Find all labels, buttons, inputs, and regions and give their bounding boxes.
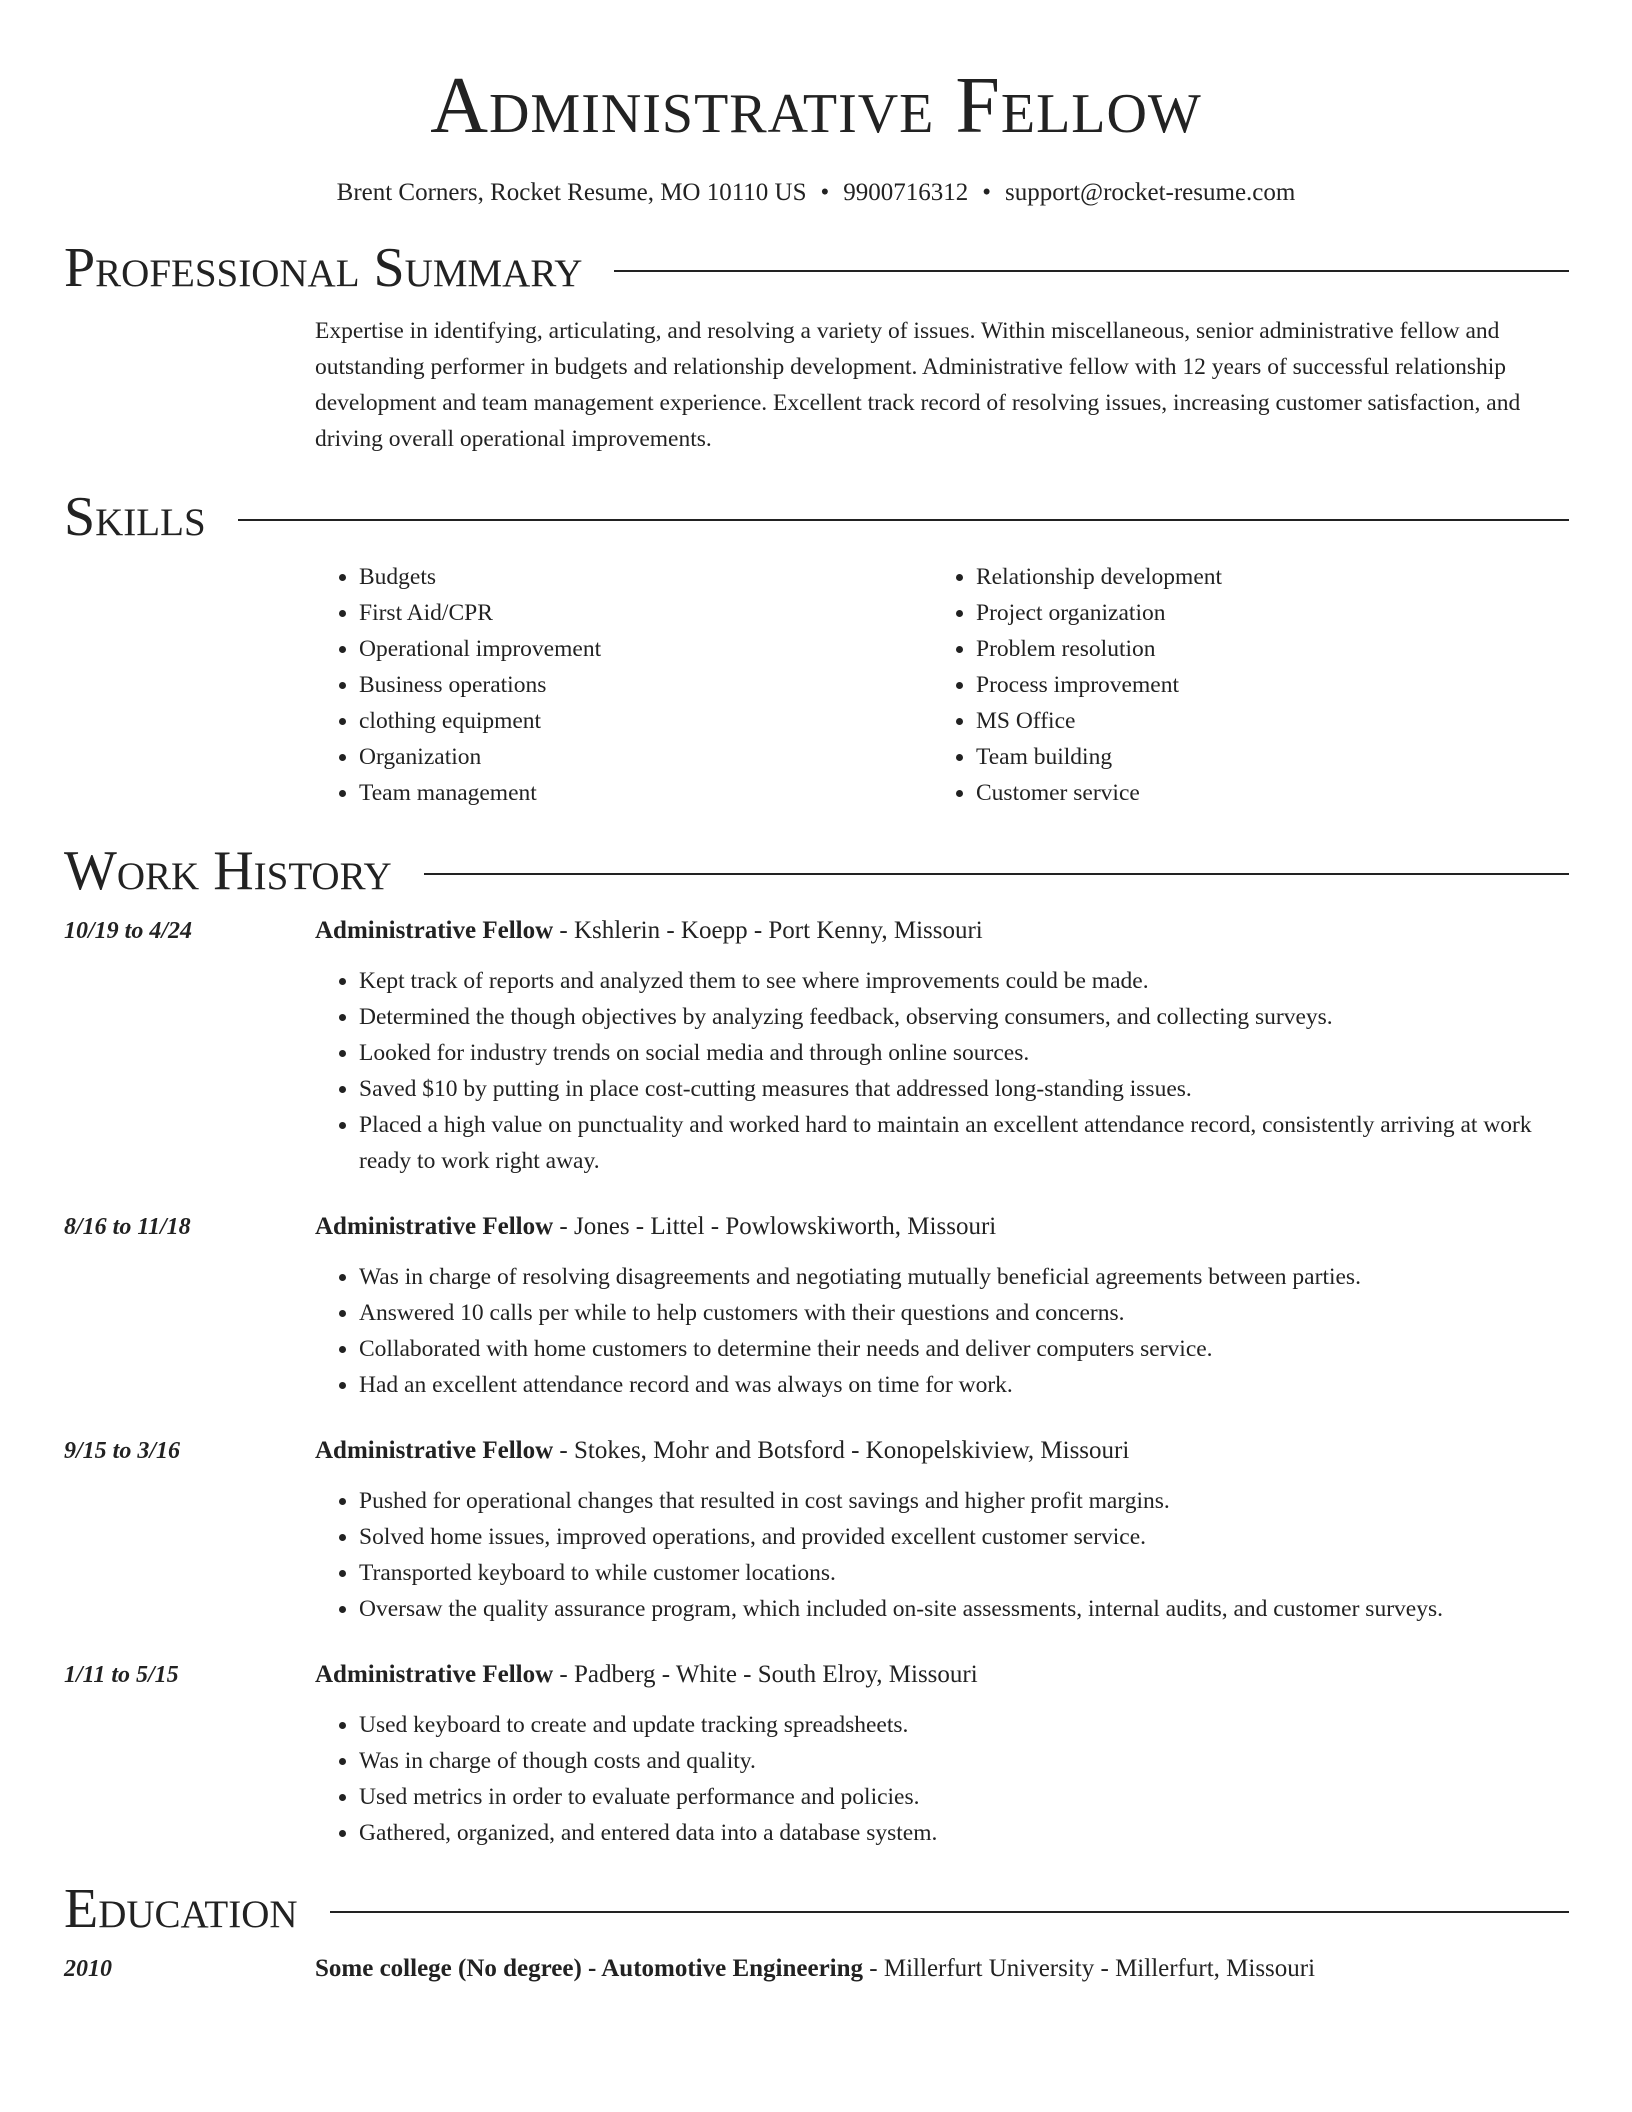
skill-item: • clothing equipment xyxy=(359,703,932,739)
job-main xyxy=(315,1433,1569,1627)
job-bullets xyxy=(315,1259,1569,1403)
education-header xyxy=(64,1879,1569,1939)
job-entry xyxy=(64,1209,1569,1403)
job-bullet: • Looked for industry trends on social media and through online sources. xyxy=(359,1035,1569,1071)
job-bullets xyxy=(315,1483,1569,1627)
work-history-header xyxy=(64,841,1569,901)
job-bullet: • Had an excellent attendance record and was always on time for work. xyxy=(359,1367,1569,1403)
job-bullet: • Kept track of reports and analyzed them to see where improvements could be made. xyxy=(359,963,1569,999)
section-heading: Work History xyxy=(64,840,392,902)
summary-section xyxy=(64,238,1569,457)
work-history-section xyxy=(64,841,1569,1851)
section-divider xyxy=(330,1911,1569,1913)
education-degree: Some college (No degree) - Automotive Engineering xyxy=(315,1955,864,1982)
job-bullet: • Placed a high value on punctuality and worked hard to maintain an excellent attendance record, consistently arriving at work ready to work right away. xyxy=(359,1107,1569,1179)
skill-item: • Problem resolution xyxy=(976,631,1549,667)
job-entry xyxy=(64,1433,1569,1627)
job-entry xyxy=(64,1657,1569,1851)
job-bullet: • Was in charge of though costs and quality. xyxy=(359,1743,1569,1779)
job-bullet: • Pushed for operational changes that resulted in cost savings and higher profit margins. xyxy=(359,1483,1569,1519)
skill-item: • Business operations xyxy=(359,667,932,703)
education-entry xyxy=(64,1951,1569,1987)
section-divider xyxy=(424,873,1569,875)
job-employer: - Jones - Littel - Powlowskiworth, Missouri xyxy=(553,1213,997,1240)
job-title-line xyxy=(315,1657,1569,1693)
contact-phone: 9900716312 xyxy=(843,179,969,206)
job-bullet: • Used keyboard to create and update tracking spreadsheets. xyxy=(359,1707,1569,1743)
job-title: Administrative Fellow xyxy=(315,1661,554,1688)
education-main xyxy=(315,1951,1569,1987)
job-title: Administrative Fellow xyxy=(315,1213,554,1240)
summary-text: Expertise in identifying, articulating, and resolving a variety of issues. Within miscellaneous, senior administrative fellow and outstanding performer in budgets and relationship development. Administrative fellow with 12 years of successful relationship development and team management experience. Excellent track record of resolving issues, increasing customer satisfaction, and driving overall operational improvements. xyxy=(315,318,1521,452)
job-bullet: • Solved home issues, improved operations, and provided excellent customer service. xyxy=(359,1519,1569,1555)
job-main xyxy=(315,1657,1569,1851)
skill-item: • Organization xyxy=(359,739,932,775)
resume-name: Administrative Fellow xyxy=(430,62,1202,150)
skill-item: • MS Office xyxy=(976,703,1549,739)
job-bullet: • Was in charge of resolving disagreements and negotiating mutually beneficial agreements between parties. xyxy=(359,1259,1569,1295)
skills-section xyxy=(64,487,1569,811)
job-bullet: • Gathered, organized, and entered data into a database system. xyxy=(359,1815,1569,1851)
section-heading: Skills xyxy=(64,486,206,548)
education-date: 2010 xyxy=(64,1956,112,1982)
job-date: 8/16 to 11/18 xyxy=(64,1214,191,1240)
contact-line xyxy=(0,178,1632,208)
skill-item: • Budgets xyxy=(359,559,932,595)
separator-dot: • xyxy=(982,179,992,206)
jobs-list xyxy=(64,913,1569,1851)
education-title-line xyxy=(315,1951,1569,1987)
skill-item: • Project organization xyxy=(976,595,1549,631)
job-main xyxy=(315,1209,1569,1403)
section-divider xyxy=(238,519,1569,521)
job-bullet: • Oversaw the quality assurance program, which included on-site assessments, internal audits, and customer surveys. xyxy=(359,1591,1569,1627)
job-bullet: • Collaborated with home customers to determine their needs and deliver computers service. xyxy=(359,1331,1569,1367)
section-divider xyxy=(614,270,1569,272)
skills-list-left xyxy=(315,559,932,811)
skill-item: • Relationship development xyxy=(976,559,1549,595)
skills-list-right xyxy=(932,559,1549,811)
section-heading: Education xyxy=(64,1878,298,1940)
job-employer: - Padberg - White - South Elroy, Missouri xyxy=(553,1661,978,1688)
section-heading: Professional Summary xyxy=(64,237,583,299)
job-bullet: • Transported keyboard to while customer locations. xyxy=(359,1555,1569,1591)
job-employer: - Stokes, Mohr and Botsford - Konopelskiview, Missouri xyxy=(553,1437,1130,1464)
job-entry xyxy=(64,913,1569,1179)
job-title-line xyxy=(315,1209,1569,1245)
job-bullet: • Determined the though objectives by analyzing feedback, observing consumers, and collecting surveys. xyxy=(359,999,1569,1035)
education-section xyxy=(64,1879,1569,1987)
skill-item: • Process improvement xyxy=(976,667,1549,703)
job-bullet: • Answered 10 calls per while to help customers with their questions and concerns. xyxy=(359,1295,1569,1331)
job-date: 9/15 to 3/16 xyxy=(64,1438,181,1464)
skill-item: • Operational improvement xyxy=(359,631,932,667)
job-title-line xyxy=(315,1433,1569,1469)
contact-address: Brent Corners, Rocket Resume, MO 10110 US xyxy=(336,179,807,206)
job-main xyxy=(315,913,1569,1179)
job-title: Administrative Fellow xyxy=(315,1437,554,1464)
job-bullets xyxy=(315,963,1569,1179)
job-title: Administrative Fellow xyxy=(315,917,554,944)
education-list xyxy=(64,1951,1569,1987)
job-bullet: • Saved $10 by putting in place cost-cutting measures that addressed long-standing issues. xyxy=(359,1071,1569,1107)
job-date: 10/19 to 4/24 xyxy=(64,918,193,944)
skill-item: • First Aid/CPR xyxy=(359,595,932,631)
contact-email: support@rocket-resume.com xyxy=(1005,179,1296,206)
job-bullets xyxy=(315,1707,1569,1851)
separator-dot: • xyxy=(820,179,830,206)
job-date: 1/11 to 5/15 xyxy=(64,1662,179,1688)
education-school: - Millerfurt University - Millerfurt, Missouri xyxy=(863,1955,1316,1982)
skill-item: • Customer service xyxy=(976,775,1549,811)
summary-header xyxy=(64,238,1569,298)
skill-item: • Team management xyxy=(359,775,932,811)
job-title-line xyxy=(315,913,1569,949)
skills-header xyxy=(64,487,1569,547)
job-bullet: • Used metrics in order to evaluate performance and policies. xyxy=(359,1779,1569,1815)
skill-item: • Team building xyxy=(976,739,1549,775)
job-employer: - Kshlerin - Koepp - Port Kenny, Missouri xyxy=(553,917,983,944)
